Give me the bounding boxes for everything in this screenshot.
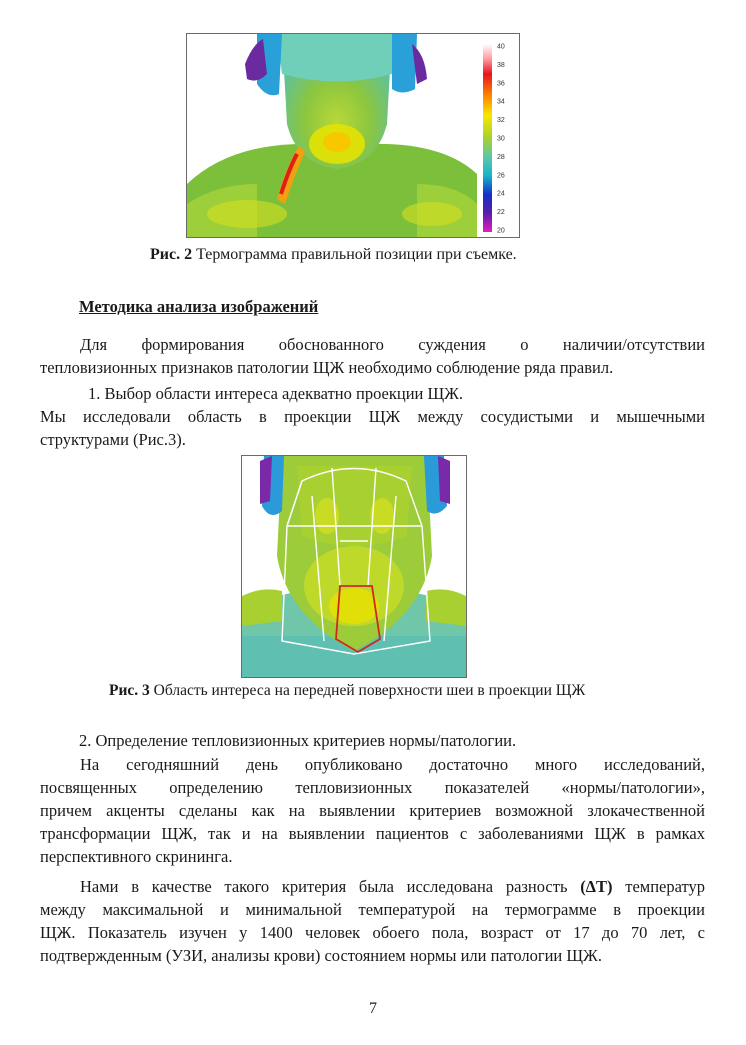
paragraph-2-line-2: структурами (Рис.3). bbox=[40, 430, 186, 449]
figure-3-caption-label: Рис. 3 bbox=[109, 682, 150, 699]
scale-tick-label: 36 bbox=[497, 80, 505, 88]
paragraph-4-line-1-before: Нами в качестве такого критерия была исследована разность bbox=[80, 877, 581, 896]
figure-3-caption-text: Область интереса на передней поверхности шеи в проекции ЩЖ bbox=[149, 682, 586, 699]
paragraph-4-line-1-after: температур bbox=[612, 877, 705, 896]
temperature-scale-bar bbox=[483, 44, 492, 232]
paragraph-3-line-5: перспективного скрининга. bbox=[40, 847, 233, 866]
paragraph-2-line-1: Мы исследовали область в проекции ЩЖ между сосудистыми и мышечными bbox=[40, 407, 705, 426]
scale-tick-label: 38 bbox=[497, 61, 505, 69]
page-number: 7 bbox=[369, 1000, 377, 1017]
scale-tick-label: 30 bbox=[497, 135, 505, 143]
roi-thermogram-image bbox=[242, 456, 466, 677]
paragraph-3-line-1: На сегодняшний день опубликовано достаточно много исследований, bbox=[80, 755, 705, 774]
scale-tick-label: 28 bbox=[497, 153, 505, 161]
thermogram-image bbox=[187, 34, 519, 237]
paragraph-1 bbox=[40, 333, 705, 379]
section-heading: Методика анализа изображений bbox=[79, 297, 319, 316]
list-item-2: 2. Определение тепловизионных критериев нормы/патологии. bbox=[79, 731, 517, 750]
paragraph-4-line-3: ЩЖ. Показатель изучен у 1400 человек обоего пола, возраст от 17 до 70 лет, с bbox=[40, 923, 705, 942]
scale-tick-label: 26 bbox=[497, 172, 505, 180]
figure-2-caption-label: Рис. 2 bbox=[150, 246, 193, 263]
paragraph-4-line-2: между максимальной и минимальной температурой на термограмме в проекции bbox=[40, 900, 705, 919]
paragraph-4-line-4: подтвержденным (УЗИ, анализы крови) состоянием нормы или патологии ЩЖ. bbox=[40, 946, 602, 965]
paragraph-1-line-1: Для формирования обоснованного суждения о наличии/отсутствии bbox=[80, 335, 705, 354]
paragraph-3-line-3: причем акценты сделаны как на выявлении критериев возможной злокачественной bbox=[40, 801, 705, 820]
paragraph-4 bbox=[40, 875, 705, 967]
figure-3-caption bbox=[109, 682, 585, 700]
scale-tick-label: 32 bbox=[497, 117, 505, 125]
scale-tick-label: 20 bbox=[497, 227, 505, 235]
scale-tick-label: 22 bbox=[497, 209, 505, 217]
scale-tick-label: 40 bbox=[497, 43, 505, 51]
figure-2-thermogram bbox=[186, 33, 520, 238]
list-item-1: 1. Выбор области интереса адекватно проекции ЩЖ. bbox=[88, 384, 464, 403]
delta-t-symbol: (ΔT) bbox=[580, 877, 613, 896]
paragraph-2 bbox=[40, 405, 705, 451]
figure-2-caption-text: Термограмма правильной позиции при съемке. bbox=[192, 246, 517, 263]
figure-3-roi-thermogram bbox=[241, 455, 467, 678]
figure-2-caption bbox=[150, 246, 517, 264]
scale-tick-label: 24 bbox=[497, 190, 505, 198]
paragraph-3-line-2: посвященных определению тепловизионных показателей «нормы/патологии», bbox=[40, 778, 705, 797]
paragraph-1-line-2: тепловизионных признаков патологии ЩЖ необходимо соблюдение ряда правил. bbox=[40, 358, 614, 377]
paragraph-3-line-4: трансформации ЩЖ, так и на выявлении пациентов с заболеваниями ЩЖ в рамках bbox=[40, 824, 705, 843]
paragraph-3 bbox=[40, 753, 705, 868]
paragraph-4-line-1 bbox=[40, 875, 705, 898]
scale-tick-label: 34 bbox=[497, 98, 505, 106]
